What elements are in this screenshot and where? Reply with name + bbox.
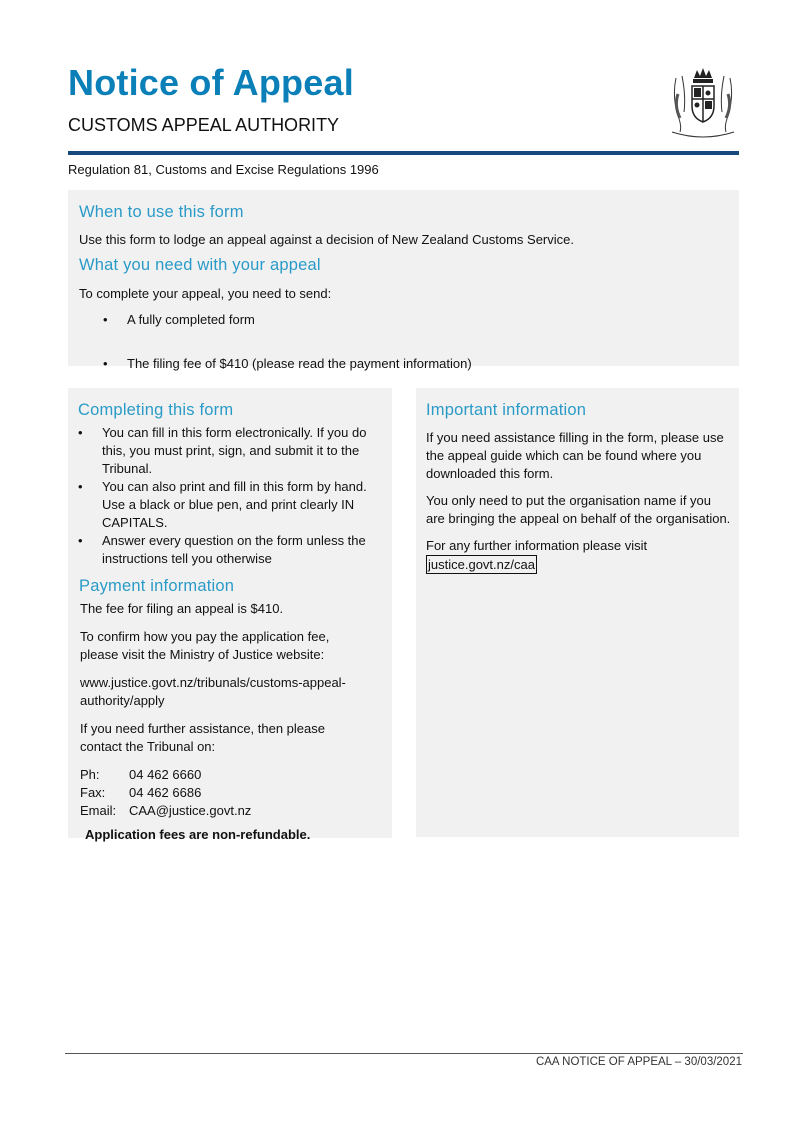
- important-info-heading: Important information: [426, 401, 587, 419]
- regulation-reference: Regulation 81, Customs and Excise Regulations 1996: [68, 162, 379, 177]
- nz-coat-of-arms-icon: [664, 66, 742, 140]
- need-item: • A fully completed form: [103, 311, 774, 329]
- header-rule: [68, 151, 739, 155]
- contact-email: Email: CAA@justice.govt.nz: [80, 803, 252, 818]
- footer-rule: [65, 1053, 743, 1054]
- completing-item: • Answer every question on the form unless the instructions tell you otherwise: [78, 532, 383, 568]
- payment-url[interactable]: www.justice.govt.nz/tribunals/customs-appeal-authority/apply: [80, 675, 346, 708]
- when-to-use-heading: When to use this form: [79, 203, 244, 221]
- completing-item: • You can fill in this form electronically. If you do this, you must print, sign, and submit it to the Tribunal.: [78, 424, 383, 478]
- contact-phone: Ph: 04 462 6660: [80, 767, 202, 782]
- important-para-1: If you need assistance filling in the form, please use the appeal guide which can be found where you downloaded this form.: [426, 430, 724, 481]
- payment-info-heading: Payment information: [79, 577, 235, 595]
- footer-label: CAA NOTICE OF APPEAL – 30/03/2021: [535, 1056, 742, 1068]
- non-refundable-notice: Application fees are non-refundable.: [85, 827, 311, 842]
- caa-link[interactable]: justice.govt.nz/caa: [428, 557, 535, 572]
- important-para-2: You only need to put the organisation name if you are bringing the appeal on behalf of the organisation.: [426, 493, 731, 526]
- intro-panel: [68, 190, 739, 371]
- important-para-3: For any further information please visit: [426, 538, 648, 553]
- page-subtitle: CUSTOMS APPEAL AUTHORITY: [68, 115, 340, 135]
- contact-fax: Fax: 04 462 6686: [80, 785, 202, 800]
- completing-item: • You can also print and fill in this form by hand. Use a black or blue pen, and print clearly IN CAPITALS.: [78, 478, 383, 532]
- assist-text: If you need further assistance, then please contact the Tribunal on:: [80, 721, 325, 754]
- fee-text: The fee for filing an appeal is $410.: [80, 601, 284, 616]
- important-info-panel: [416, 388, 739, 837]
- what-you-need-heading: What you need with your appeal: [79, 256, 321, 274]
- completing-payment-panel: [68, 388, 392, 842]
- page-title: Notice of Appeal: [68, 62, 354, 103]
- when-to-use-text: Use this form to lodge an appeal against a decision of New Zealand Customs Service.: [79, 232, 574, 247]
- what-you-need-text: To complete your appeal, you need to send:: [79, 286, 332, 301]
- completing-form-heading: Completing this form: [78, 401, 234, 419]
- confirm-text: To confirm how you pay the application fee, please visit the Ministry of Justice website:: [80, 629, 330, 662]
- need-item: • The filing fee of $410 (please read the payment information): [103, 355, 774, 373]
